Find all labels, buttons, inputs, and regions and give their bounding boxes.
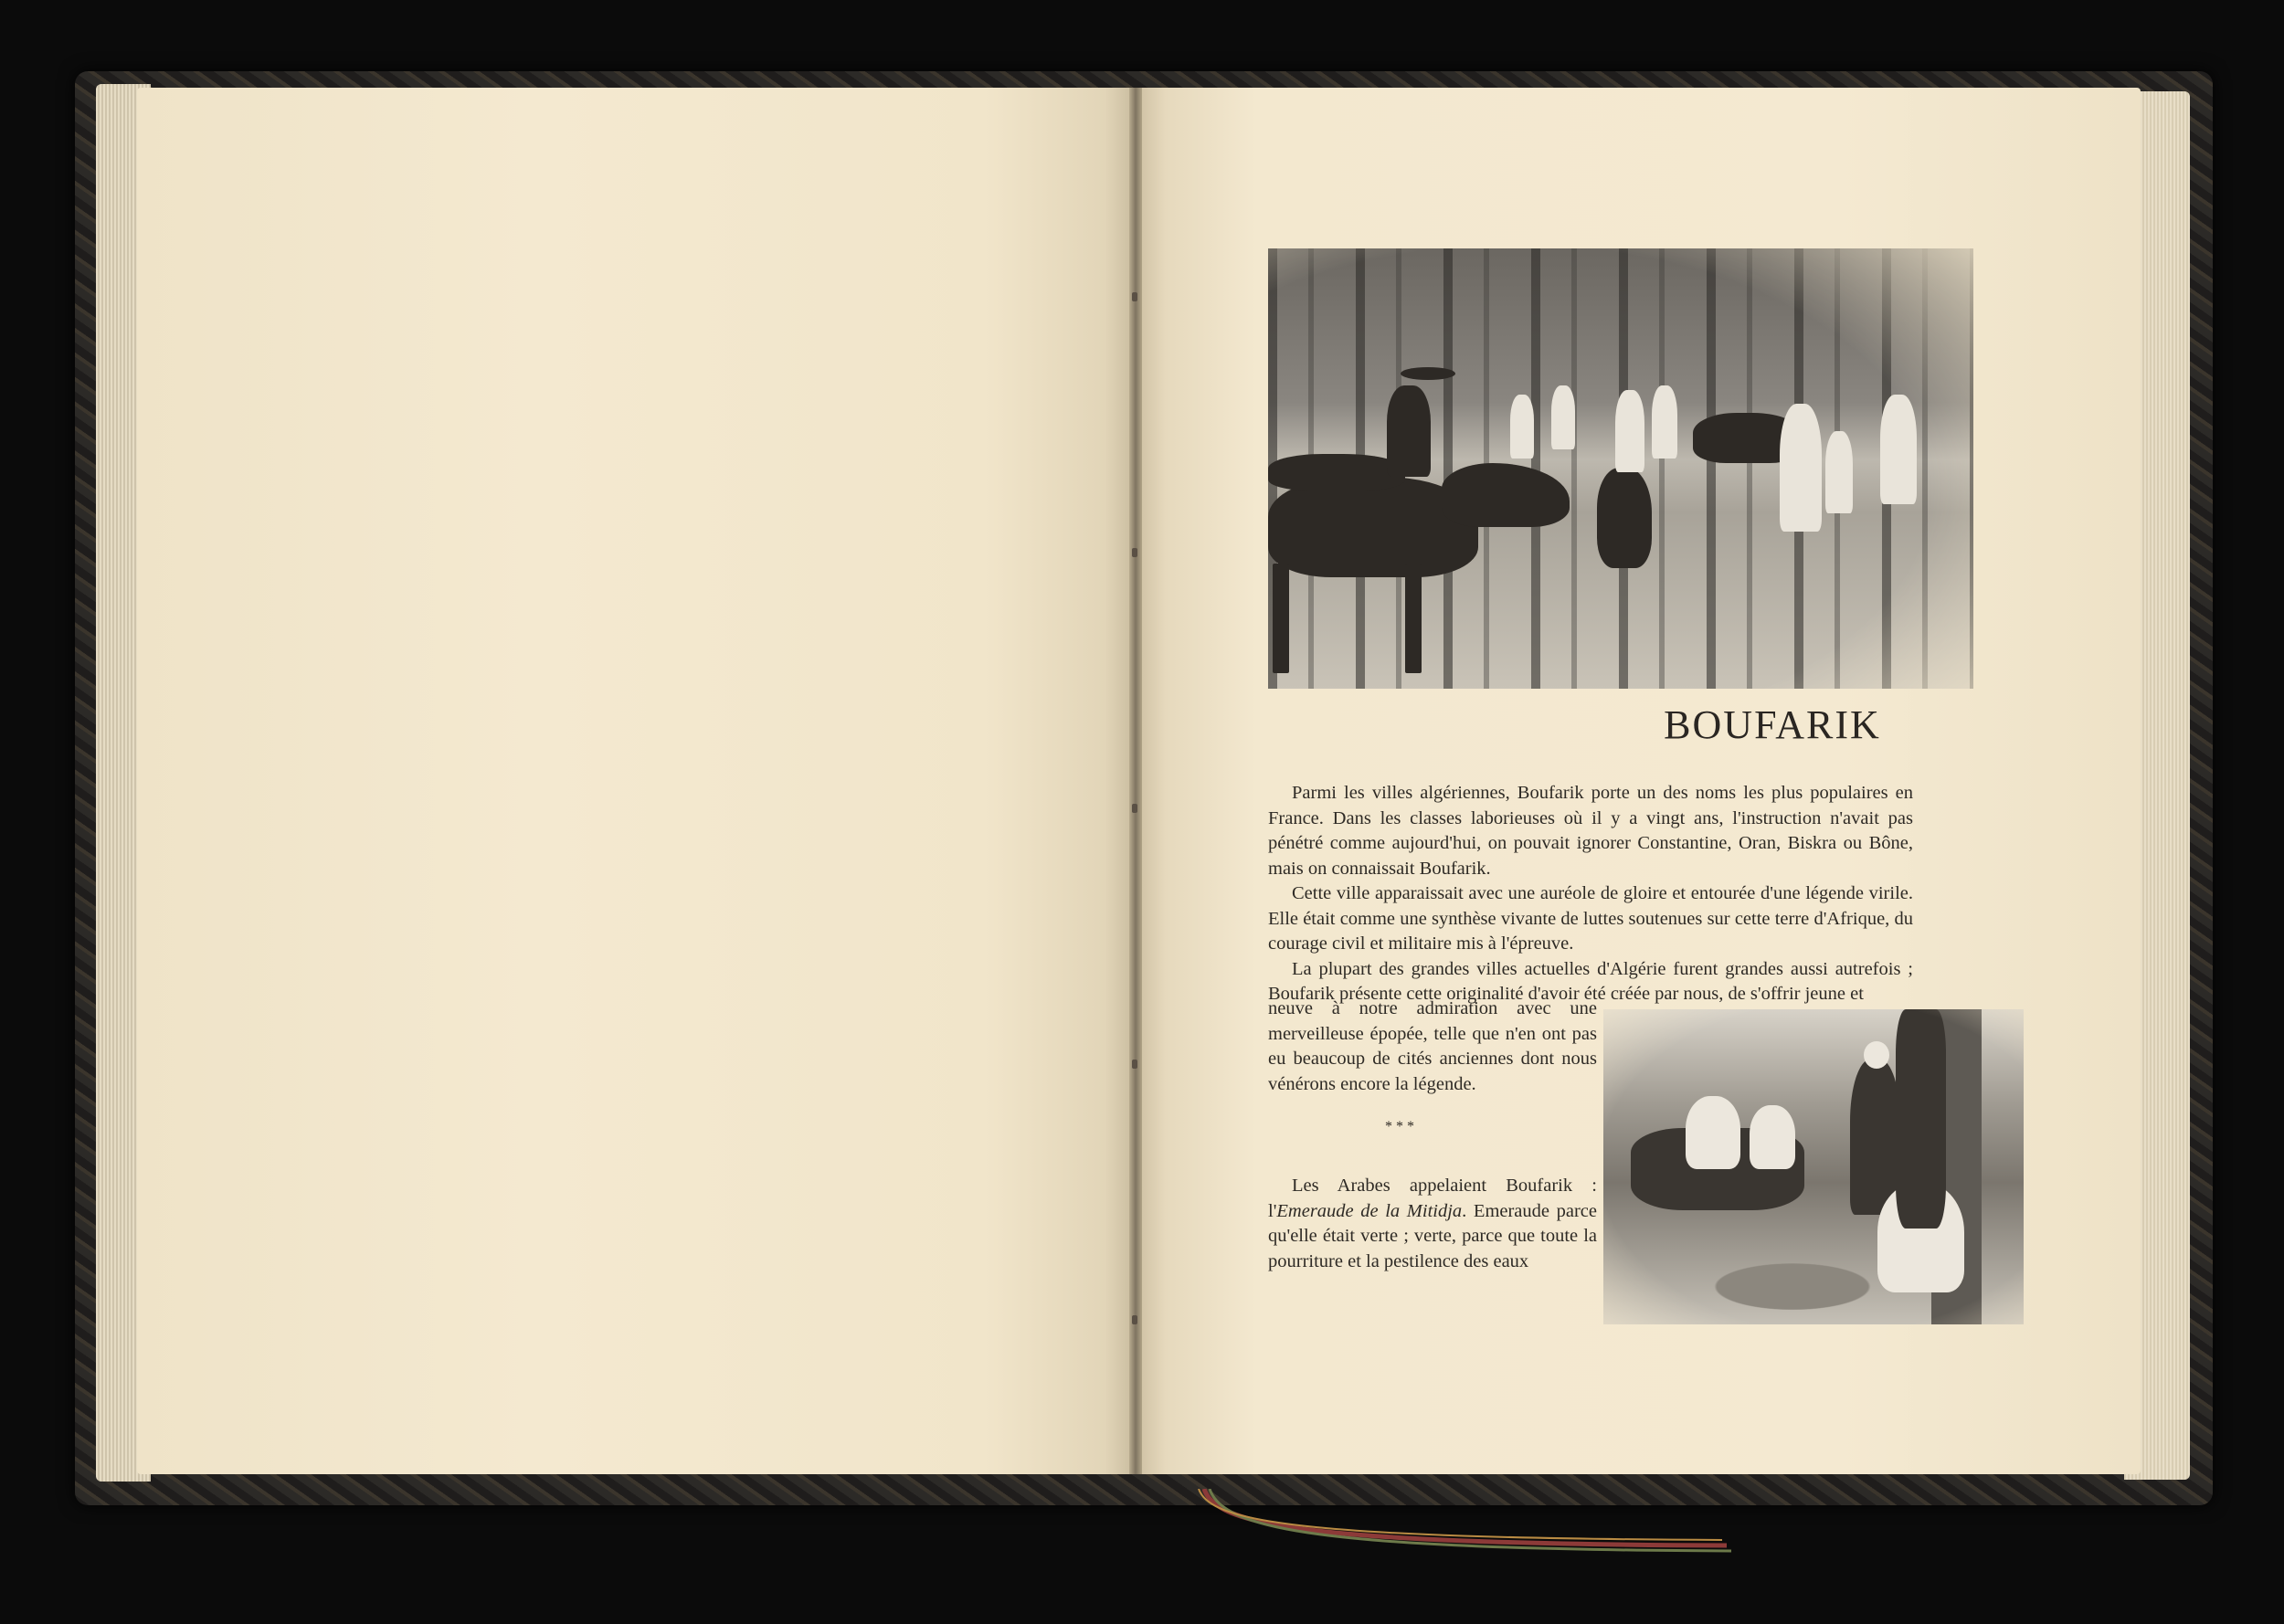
body-text-last — [1268, 1174, 1597, 1274]
section-separator — [1372, 1119, 1427, 1134]
paragraph-continued: neuve à notre admiration avec une merveilleuse épopée, telle que n'en ont pas eu beaucoup de cités anciennes dont nous vénérons encore la légende. — [1268, 998, 1597, 1094]
paragraph: La plupart des grandes villes actuelles d'Algérie furent grandes aussi autrefois ; Boufarik présente cette originalité d'avoir été créée par nous, de s'offrir jeune et — [1268, 958, 1913, 1004]
separator-stars: * * * — [1385, 1119, 1414, 1134]
binding-stitch — [1132, 1060, 1137, 1069]
binding-stitch — [1132, 804, 1137, 813]
italic-place-name: Emeraude de la Mitidja — [1276, 1200, 1463, 1221]
binding-stitch — [1132, 292, 1137, 301]
photo-market-sellers — [1603, 1009, 2024, 1324]
photo-cattle-market — [1268, 248, 1973, 689]
binding-stitch — [1132, 1315, 1137, 1324]
binding-stitch — [1132, 548, 1137, 557]
paragraph — [1268, 1174, 1597, 1274]
body-text-wrap — [1268, 997, 1597, 1097]
text-span: . Emeraude parce qu'elle était verte ; verte, parce que toute la pourriture et la pestilence des eaux — [1268, 1200, 1598, 1271]
paragraph: Parmi les villes algériennes, Boufarik porte un des noms les plus populaires en France. Dans les classes laborieuses où il y a vingt ans, l'instruction n'avait pas pénétré comme aujourd'hui, on pouvait ignorer Constantine, Oran, Biskra ou Bône, mais on connaissait Boufarik. — [1268, 783, 1913, 879]
chapter-title: BOUFARIK — [1664, 702, 1881, 747]
body-text-main — [1268, 781, 1913, 1007]
left-page-blank — [137, 88, 1135, 1474]
bookmark-ribbon — [1197, 1489, 1745, 1571]
text-span: Les Arabes appelaient Boufarik : l' — [1268, 1176, 1597, 1221]
paragraph: Cette ville apparaissait avec une auréole de gloire et entourée d'une légende virile. Elle était comme une synthèse vivante de luttes soutenues sur cette terre d'Afrique, du courage civil et militaire mis à l'épreuve. — [1268, 883, 1913, 954]
